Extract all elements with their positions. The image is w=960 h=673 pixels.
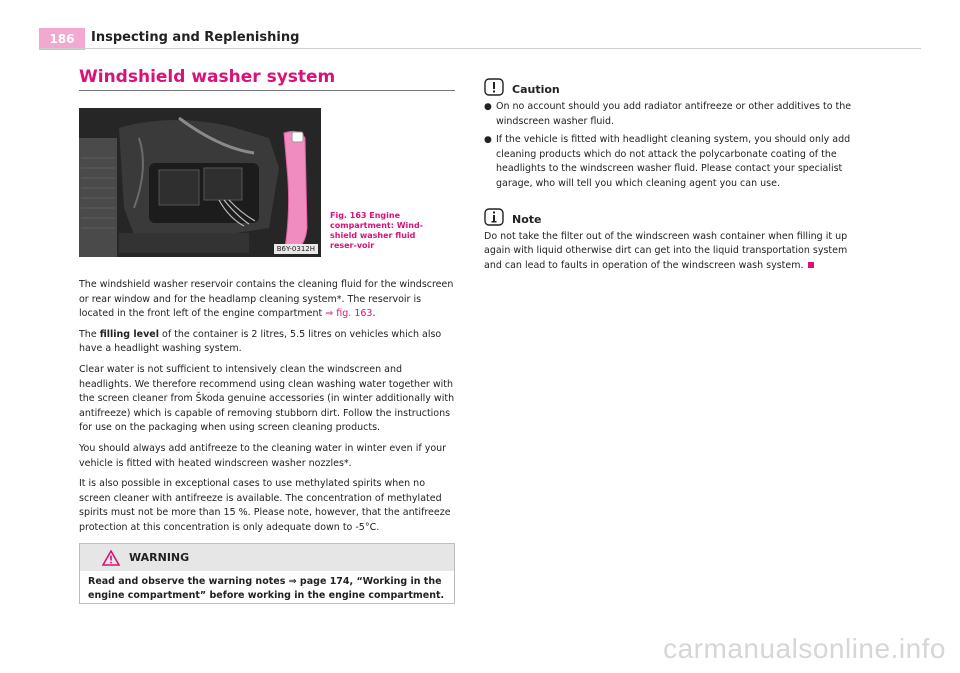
watermark: carmanualsonline.info <box>663 633 946 664</box>
note-paragraph <box>484 230 864 274</box>
warning-title: WARNING <box>129 551 190 564</box>
caution-title: Caution <box>512 83 560 96</box>
section-divider <box>79 90 455 91</box>
paragraph-text: of the container is 2 litres, 5.5 litres on vehicles which also have a headlight washing system. <box>79 328 442 355</box>
section-title: Windshield washer system <box>79 67 336 87</box>
paragraph-text: The windshield washer reservoir contains the cleaning fluid for the windscreen or rear window and for the headlamp cleaning system*. The reservoir is located in the front left of the engine compartment <box>79 279 454 320</box>
caution-item <box>484 133 864 191</box>
note-header <box>484 208 864 226</box>
section-end-marker <box>808 262 814 268</box>
page-number: 186 <box>39 28 85 50</box>
engine-photo-illustration <box>79 108 321 257</box>
paragraph-filling-level <box>79 328 455 357</box>
figure-code: B6Y-0312H <box>274 244 318 254</box>
note-text: Do not take the filter out of the windscreen wash container when filling it up again with liquid otherwise dirt can get into the liquid transportation system and can lead to faults in operation of the windscreen wash system. <box>484 230 848 271</box>
bullet-icon: ● <box>484 102 492 112</box>
caution-item-text: On no account should you add radiator antifreeze or other additives to the windscreen washer fluid. <box>496 101 852 127</box>
paragraph-cleaning: Clear water is not sufficient to intensively clean the windscreen and headlights. We therefore recommend using clean washing water together with the screen cleaner from Škoda genuine accessories (in winter additionally with antifreeze) which is capable of removing stubborn dirt. Follow the instructions for use on the packaging when using screen cleaning products. <box>79 363 455 434</box>
paragraph-text: . <box>372 308 376 320</box>
bullet-icon: ● <box>484 135 492 146</box>
engine-compartment-figure <box>79 108 321 257</box>
figure-link[interactable]: ⇒ fig. 163 <box>325 308 373 320</box>
caution-header <box>484 78 864 96</box>
warning-box <box>79 543 455 604</box>
header-divider <box>39 48 921 49</box>
body-text <box>79 278 455 542</box>
caution-item-text: If the vehicle is fitted with headlight cleaning system, you should only add cleaning products which do not attack the polycarbonate coating of the headlights to the windscreen washer fluid. Please contact your specialist garage, who will tell you which cleaning agent you can use. <box>496 134 851 189</box>
paragraph-text: The <box>79 328 100 340</box>
right-column <box>484 78 864 273</box>
paragraph-methylated-spirits: It is also possible in exceptional cases to use methylated spirits when no screen cleaner with antifreeze is available. The concentration of methylated spirits must not be more than 15 %. Please note, however, that the antifreeze protection at this concentration is only adequate down to -5°C. <box>79 478 451 533</box>
paragraph-antifreeze: You should always add antifreeze to the cleaning water in winter even if your vehicle is fitted with heated windscreen washer nozzles*. <box>79 442 447 469</box>
caution-exclamation-icon <box>484 78 504 96</box>
filling-level-term: filling level <box>99 328 159 340</box>
chapter-title: Inspecting and Replenishing <box>91 30 300 45</box>
caution-item <box>484 100 864 129</box>
note-info-icon <box>484 208 504 226</box>
warning-header <box>80 544 454 571</box>
note-title: Note <box>512 212 542 226</box>
figure-caption: Fig. 163 Engine compartment: Wind-shield washer fluid reser-voir <box>330 211 424 250</box>
paragraph-location <box>79 278 455 322</box>
warning-triangle-icon <box>102 550 120 566</box>
warning-text: Read and observe the warning notes ⇒ page 174, “Working in the engine compartment” before working in the engine compartment. <box>88 576 445 601</box>
